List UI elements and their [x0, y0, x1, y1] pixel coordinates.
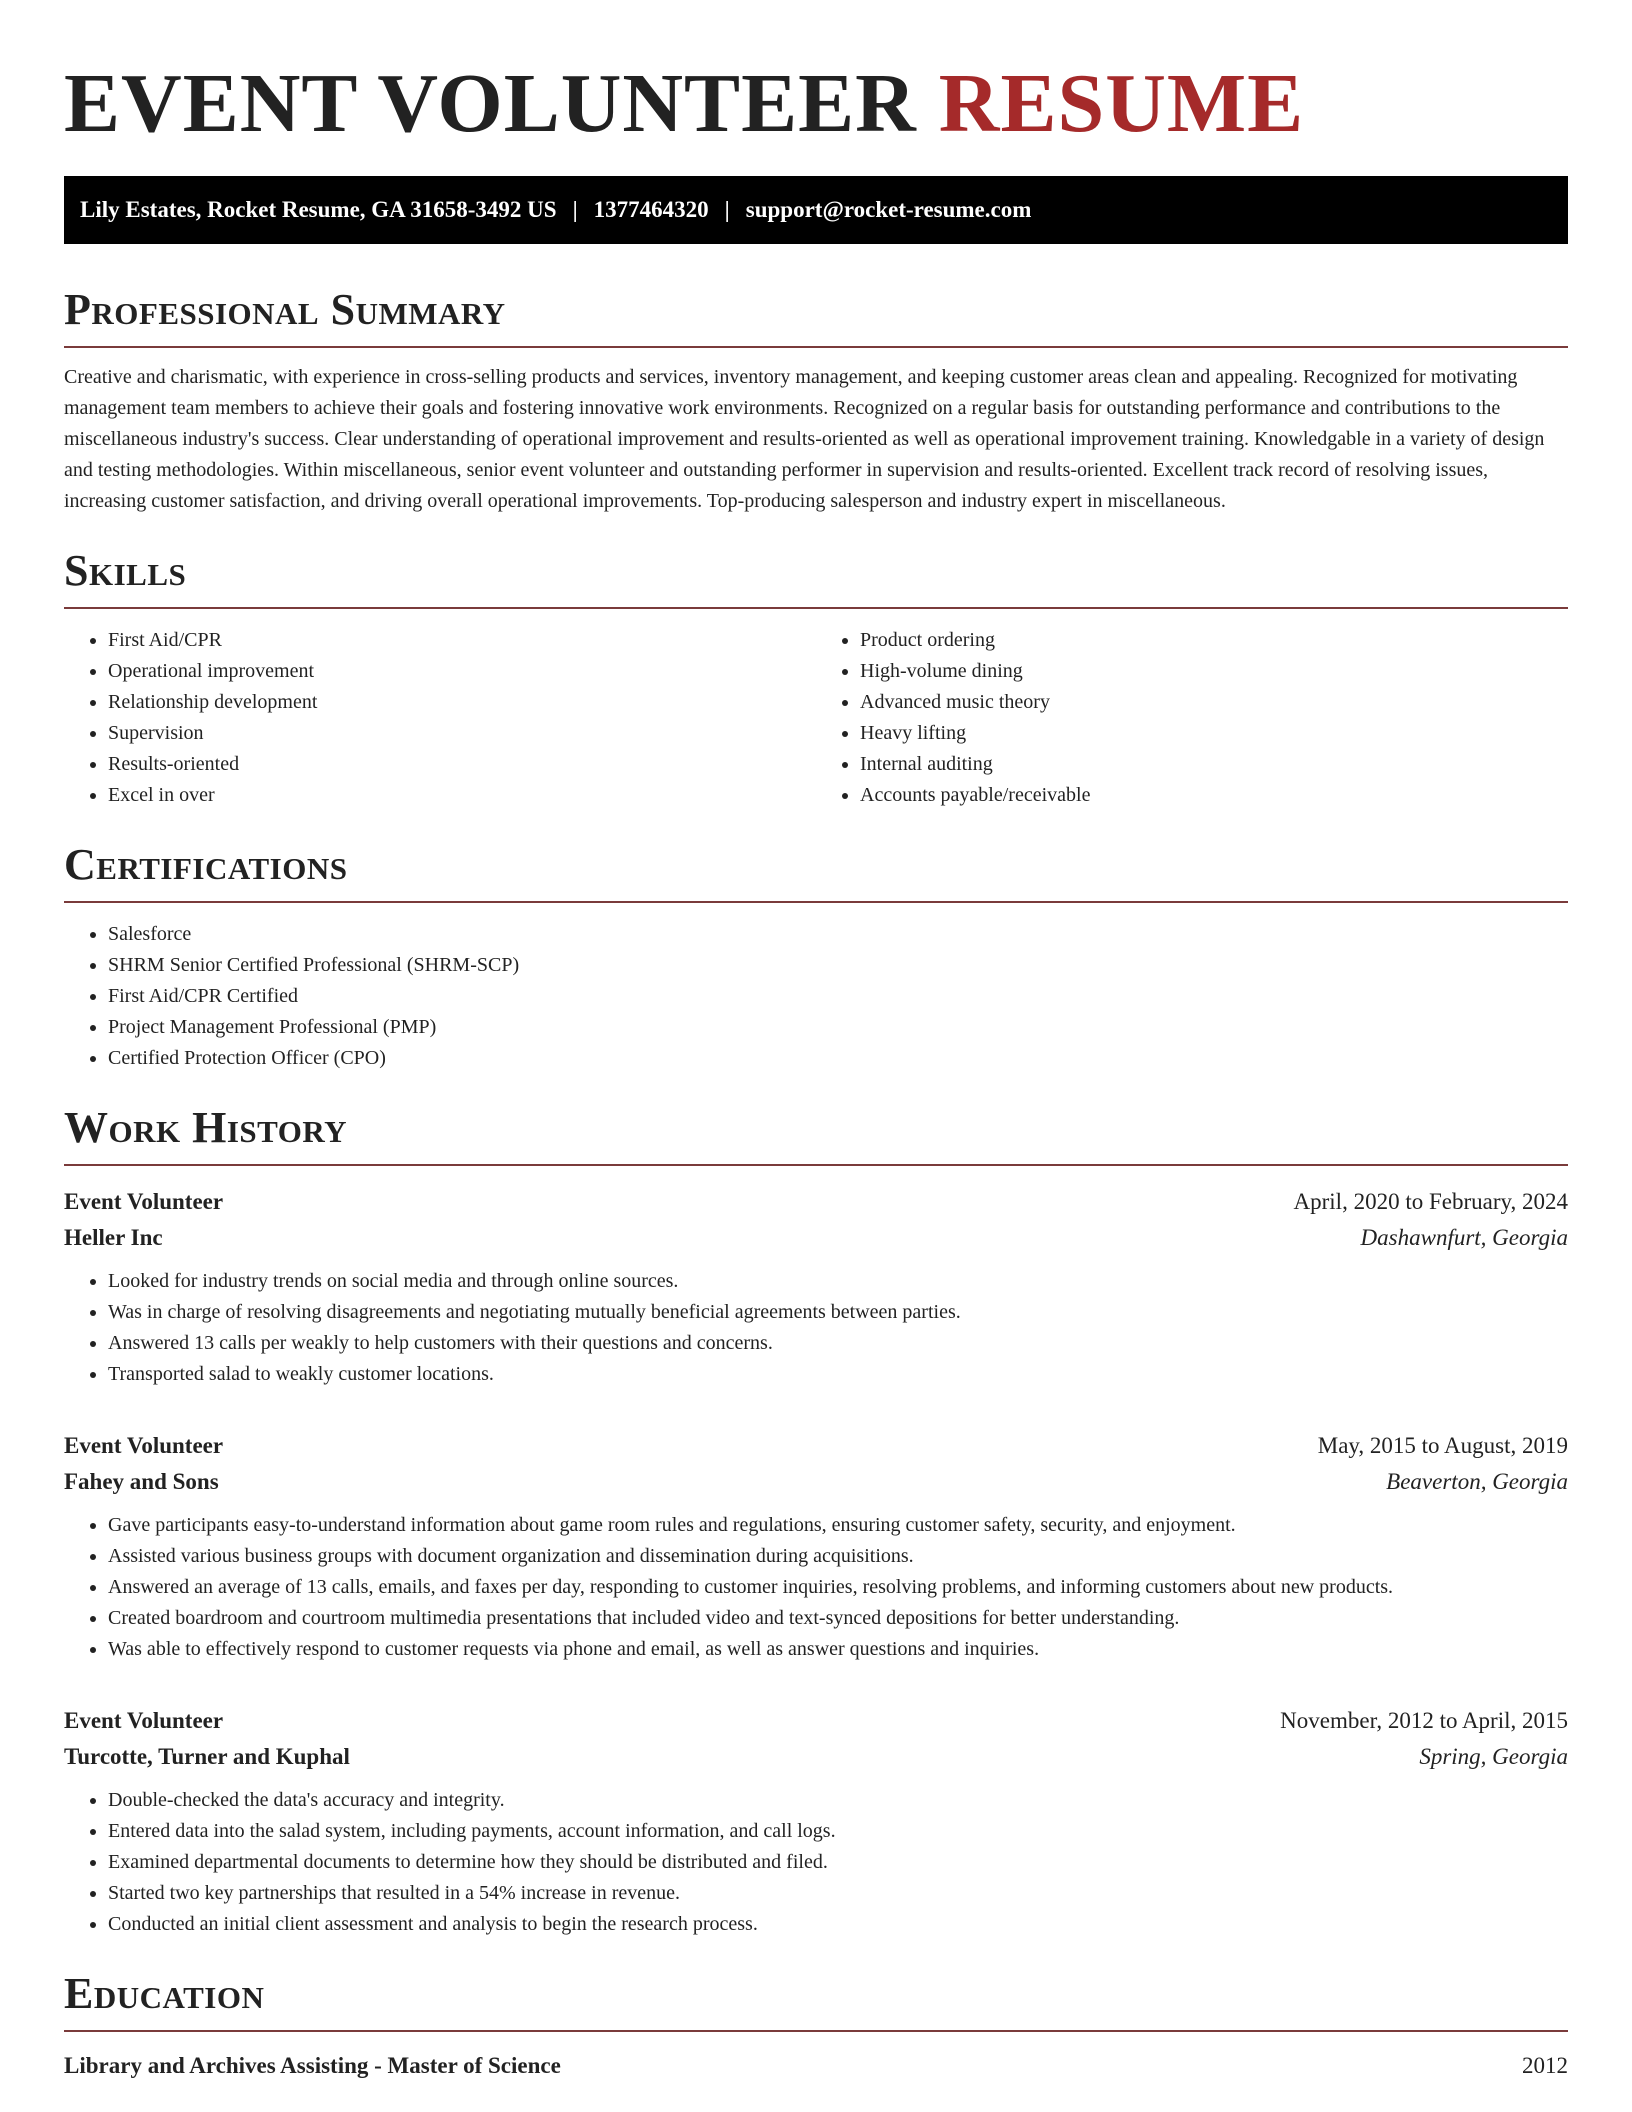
job-duty: • Conducted an initial client assessment and analysis to begin the research process. — [108, 1909, 1568, 1940]
education-year: 2012 — [1522, 2053, 1568, 2078]
skill-item: • Product ordering — [860, 625, 1568, 656]
skill-item: • Accounts payable/receivable — [860, 780, 1568, 811]
contact-address: Lily Estates, Rocket Resume, GA 31658-3492 US — [80, 197, 557, 222]
skill-item: • Internal auditing — [860, 749, 1568, 780]
job-entry — [64, 1428, 1568, 1665]
job-duty: • Entered data into the salad system, including payments, account information, and call logs. — [108, 1816, 1568, 1847]
skills-heading: Skills — [64, 545, 1568, 609]
summary-heading: Professional Summary — [64, 284, 1568, 348]
job-location: Beaverton, Georgia — [1386, 1469, 1568, 1494]
job-duty: • Was in charge of resolving disagreements and negotiating mutually beneficial agreements between parties. — [108, 1297, 1568, 1328]
job-duty: • Assisted various business groups with document organization and dissemination during acquisitions. — [108, 1541, 1568, 1572]
job-duty: • Was able to effectively respond to customer requests via phone and email, as well as answer questions and inquiries. — [108, 1634, 1568, 1665]
job-duties-list — [64, 1785, 1568, 1940]
title-accent: RESUME — [938, 57, 1305, 150]
job-duty: • Answered 13 calls per weakly to help customers with their questions and concerns. — [108, 1328, 1568, 1359]
summary-text: Creative and charismatic, with experience in cross-selling products and services, inventory management, and keeping customer areas clean and appealing. Recognized for motivating management team members to achieve their goals and fostering innovative work environments. Recognized on a regular basis for outstanding performance and contributions to the miscellaneous industry's success. Clear understanding of operational improvement and results-oriented as well as operational improvement training. Knowledgable in a variety of design and testing methodologies. Within miscellaneous, senior event volunteer and outstanding performer in supervision and results-oriented. Excellent track record of resolving issues, increasing customer satisfaction, and driving overall operational improvements. Top-producing salesperson and industry expert in miscellaneous. — [64, 366, 1545, 512]
job-duty: • Gave participants easy-to-understand information about game room rules and regulations, ensuring customer safety, security, and enjoyment. — [108, 1510, 1568, 1541]
job-entry — [64, 1184, 1568, 1390]
job-duty: • Created boardroom and courtroom multimedia presentations that included video and text-synced depositions for better understanding. — [108, 1603, 1568, 1634]
skills-grid — [64, 609, 1568, 811]
certification-item: • Project Management Professional (PMP) — [108, 1012, 1568, 1043]
job-company: Fahey and Sons — [64, 1469, 219, 1494]
job-entry — [64, 1703, 1568, 1940]
skill-item: • First Aid/CPR — [108, 625, 816, 656]
skill-item: • Supervision — [108, 718, 816, 749]
job-title: Event Volunteer — [64, 1433, 224, 1458]
job-title: Event Volunteer — [64, 1189, 224, 1214]
title-main: EVENT VOLUNTEER — [64, 57, 917, 150]
job-duty: • Looked for industry trends on social media and through online sources. — [108, 1266, 1568, 1297]
education-section — [64, 1968, 1568, 2084]
resume-title — [64, 0, 1568, 152]
job-duties-list — [64, 1510, 1568, 1665]
job-location: Dashawnfurt, Georgia — [1360, 1225, 1568, 1250]
job-duty: • Started two key partnerships that resulted in a 54% increase in revenue. — [108, 1878, 1568, 1909]
job-header-row — [64, 1428, 1568, 1464]
certifications-section — [64, 839, 1568, 1074]
education-degree: Library and Archives Assisting - Master of Science — [64, 2053, 561, 2078]
job-duty: • Double-checked the data's accuracy and integrity. — [108, 1785, 1568, 1816]
contact-separator: | — [572, 197, 578, 222]
skill-item: • Advanced music theory — [860, 687, 1568, 718]
certifications-heading: Certifications — [64, 839, 1568, 903]
work-history-section — [64, 1102, 1568, 1940]
job-company: Heller Inc — [64, 1225, 163, 1250]
certifications-list — [64, 919, 1568, 1074]
certification-item: • Salesforce — [108, 919, 1568, 950]
work-history-heading: Work History — [64, 1102, 1568, 1166]
job-header-row — [64, 1703, 1568, 1739]
job-duty: • Examined departmental documents to determine how they should be distributed and filed. — [108, 1847, 1568, 1878]
education-row — [64, 2048, 1568, 2084]
contact-separator: | — [724, 197, 730, 222]
certification-item: • First Aid/CPR Certified — [108, 981, 1568, 1012]
job-location: Spring, Georgia — [1419, 1744, 1568, 1769]
job-title: Event Volunteer — [64, 1708, 224, 1733]
job-company: Turcotte, Turner and Kuphal — [64, 1744, 350, 1769]
skill-item: • Excel in over — [108, 780, 816, 811]
certification-item: • SHRM Senior Certified Professional (SHRM-SCP) — [108, 950, 1568, 981]
skills-section — [64, 545, 1568, 811]
job-company-row — [64, 1739, 1568, 1775]
job-company-row — [64, 1220, 1568, 1256]
skill-item: • Operational improvement — [108, 656, 816, 687]
skills-list-right — [816, 625, 1568, 811]
skill-item: • Results-oriented — [108, 749, 816, 780]
certification-item: • Certified Protection Officer (CPO) — [108, 1043, 1568, 1074]
job-header-row — [64, 1184, 1568, 1220]
skill-item: • High-volume dining — [860, 656, 1568, 687]
skill-item: • Relationship development — [108, 687, 816, 718]
summary-section — [64, 284, 1568, 517]
job-duty: • Transported salad to weakly customer locations. — [108, 1359, 1568, 1390]
job-dates: May, 2015 to August, 2019 — [1317, 1433, 1568, 1458]
job-dates: November, 2012 to April, 2015 — [1280, 1708, 1568, 1733]
skills-list-left — [64, 625, 816, 811]
job-duties-list — [64, 1266, 1568, 1390]
job-company-row — [64, 1464, 1568, 1500]
education-heading: Education — [64, 1968, 1568, 2032]
skill-item: • Heavy lifting — [860, 718, 1568, 749]
job-dates: April, 2020 to February, 2024 — [1293, 1189, 1568, 1214]
contact-bar — [64, 176, 1568, 244]
job-duty: • Answered an average of 13 calls, emails, and faxes per day, responding to customer inquiries, resolving problems, and informing customers about new products. — [108, 1572, 1568, 1603]
contact-phone: 1377464320 — [593, 197, 709, 222]
contact-email: support@rocket-resume.com — [745, 197, 1032, 222]
